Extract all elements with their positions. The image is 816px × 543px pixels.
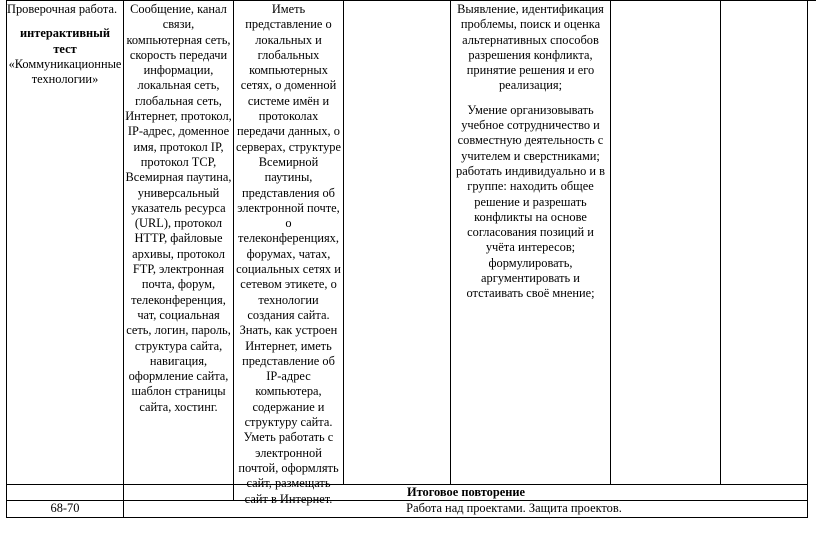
assessment-cell (7, 2, 123, 87)
competencies-para-1: Выявление, идентификация проблемы, поиск и оценка альтернативных способов разрешения конфликта, принятие решения и его реализация; (457, 2, 604, 93)
key-concepts-cell: Сообщение, канал связи, компьютерная сеть, скорость передачи информации, локальная сеть, глобальная сеть, Интернет, протокол, IP-адрес, доменное имя, протокол IP, протокол TCP, Всемирная паутина, универсальный указатель ресурса (URL), протокол HTTP, файловые архивы, протокол FTP, электронная почта, форум, телеконференция, чат, социальная сеть, логин, пароль, структура сайта, навигация, оформление сайта, шаблон страницы сайта, хостинг. (125, 2, 232, 414)
section-heading: Итоговое повторение (406, 485, 526, 499)
competencies-cell (453, 2, 608, 302)
competencies-para-2: Умение организовывать учебное сотрудничество и совместную деятельность с учителем и сверстниками; работать индивидуально и в группе: находить общее решение и разрешать конфликты на основе согласования позиций и учёта интересов; формулировать, аргументировать и отстаивать своё мнение; (456, 102, 605, 301)
assessment-type: интерактивный тест (20, 26, 110, 56)
lesson-number: 68-70 (50, 501, 80, 515)
assessment-title: Проверочная работа. (7, 2, 118, 16)
assessment-topic: «Коммуникационные технологии» (8, 56, 122, 87)
lesson-topic: Работа над проектами. Защита проектов. (406, 501, 622, 515)
empty-cell-col4 (344, 2, 450, 482)
learning-outcomes-cell: Иметь представление о локальных и глобальных компьютерных сетях, о доменной системе имён и протоколах передачи данных, о серверах, структуре Всемирной паутины, представления об электронной почте, о телеконференциях, форумах, чатах, социальных сетях и сетевом этикете, о технологии создания сайта. Знать, как устроен Интернет, иметь представление об IP-адрес компьютера, содержание и структуру сайта. Уметь работать с электронной почтой, оформлять сайт, размещать сайт в Интернет. (236, 2, 341, 506)
